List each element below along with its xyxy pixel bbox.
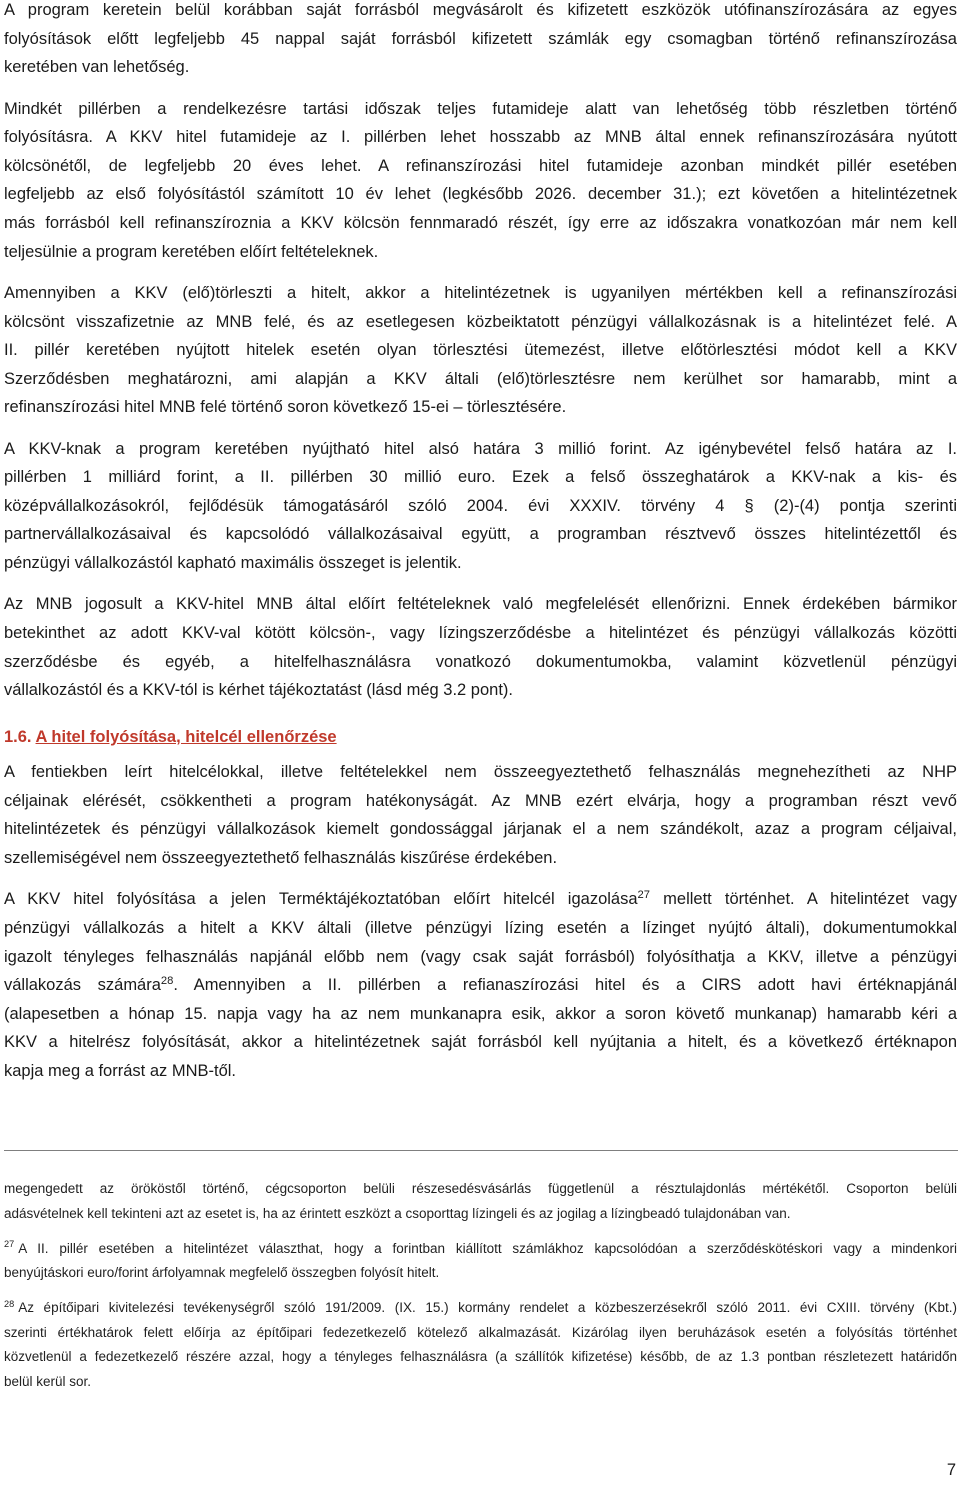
- paragraph: [4, 590, 957, 704]
- footnote-line: közvetlenül a fedezetkezelő részére azzal, hogy a tényleges felhasználásra (a szállítók kifizetése) később, de az 1.3 pontban részletezett határidőn: [4, 1349, 957, 1364]
- text-line: II. pillér keretében nyújtott hitelek esetén olyan törlesztési ütemezést, illetve előtörlesztési módot kell a KKV: [4, 341, 957, 360]
- paragraph: [4, 95, 957, 267]
- text-line: kölcsönt visszafizetnie az MNB felé, és az esetlegesen közbeiktatott pénzügyi vállalkozásnak is a hitelintézet felé. A: [4, 312, 957, 331]
- text-line: betekinthet az adott KKV-val kötött kölcsön-, vagy lízingszerződésbe a hitelintézet és pénzügyi vállalkozás közötti: [4, 624, 957, 643]
- text-line: kölcsönétől, de legfeljebb 20 éves lehet. A refinanszírozási hitel futamideje azonban mindkét pillér esetében: [4, 156, 957, 175]
- text-line: Mindkét pillérben a rendelkezésre tartási időszak teljes futamideje alatt van lehetőség több részletben történő: [4, 99, 957, 118]
- footnote-line: [4, 1237, 957, 1262]
- text-segment: vállakozás számára: [4, 976, 161, 995]
- footnote-text: A II. pillér esetében a hitelintézet választhat, hogy a forintban kiállított számlákhoz kapcsolódóan a szerződéskötéskori vagy a mindenkori: [18, 1240, 957, 1256]
- text-line: partnervállalkozásaival és kapcsolódó vállalkozásaival együtt, a programban résztvevő összes hitelintézettől és: [4, 525, 957, 544]
- text-line: folyósítások előtt legfeljebb 45 nappal saját forrásból kifizetett számlák egy csomagban történő refinanszírozása: [4, 29, 957, 48]
- text-line: [4, 885, 957, 914]
- text-line: A program keretein belül korábban saját forrásból megvásárolt és kifizetett eszközök utófinanszírozására az egyes: [4, 1, 957, 19]
- footnote-line: adásvételnek kell tekinteni azt az esetet is, ha az érintett eszközt a csoporttag lízingeli és az jogilag a lízingbeadó tulajdonában van.: [4, 1205, 791, 1221]
- footnotes: [4, 1177, 957, 1405]
- text-line: pénzügyi vállalkozás a hitelt a KKV általi (illetve pénzügyi lízing esetén a lízinget nyújtó általi), dokumentumokkal: [4, 919, 957, 937]
- text-line: [4, 971, 957, 1000]
- text-line: (alapesetben a hónap 15. napja vagy ha az nem munkanapra esik, akkor a soron követő munkanap) hamarabb kéri a: [4, 1004, 957, 1023]
- text-line: pillérben 1 milliárd forint, a II. pillérben 30 millió euro. Ezek a felső összeghatárok a KKV-nak a kis- és: [4, 468, 957, 487]
- text-segment: . Amennyiben a II. pillérben a refianaszírozási hitel és a CIRS adott havi értéknapjánál: [173, 976, 958, 995]
- footnote: [4, 1237, 957, 1286]
- footnote-line: [4, 1296, 957, 1321]
- footnote-line: szerinti értékhatárok felett előírja az építőipari fedezetkezelő kötelező alkalmazását. Kizárólag ilyen beruházások esetén a folyósítás történhet: [4, 1324, 957, 1340]
- section-number: 1.6.: [4, 727, 32, 746]
- footnote-number: 27: [4, 1239, 15, 1250]
- text-line: Amennyiben a KKV (elő)törleszti a hitelt, akkor a hitelintézetnek is ugyanilyen mértékben kell a refinanszírozási: [4, 283, 957, 302]
- text-line: teljesülnie a program keretében előírt feltételeknek.: [4, 242, 379, 261]
- footnote-line: benyújtáskori euro/forint árfolyamnak megfelelő összegben folyósít hitelt.: [4, 1265, 440, 1280]
- text-line: Az MNB jogosult a KKV-hitel MNB által előírt feltételeknek való megfelelését ellenőrizni. Ennek érdekében bármikor: [4, 595, 957, 614]
- text-line: KKV a hitelrész folyósítását, akkor a hitelintézetnek saját forrásból kell nyújtania a hitelt, és a következő értéknapon: [4, 1033, 957, 1052]
- text-line: A KKV-knak a program keretében nyújtható hitel alsó határa 3 millió forint. Az igénybevétel felső határa az I.: [4, 439, 957, 458]
- footnote-line: belül kerül sor.: [4, 1373, 92, 1389]
- text-line: pénzügyi vállalkozástól kapható maximális összeget is jelentik.: [4, 554, 462, 573]
- text-segment: A KKV hitel folyósítása a jelen Terméktájékoztatóban előírt hitelcél igazolása: [4, 890, 638, 909]
- section-title: A hitel folyósítása, hitelcél ellenőrzése: [35, 727, 337, 746]
- paragraph: [4, 885, 957, 1085]
- text-line: folyósításra. A KKV hitel futamideje az I. pillérben lehet hosszabb az MNB által ennek refinanszírozására nyútott: [4, 128, 957, 147]
- footnote-line: megengedett az örököstől történő, cégcsoporton belüli részesedésvásárlás függetlenül a résztulajdonlás mértékétől. Csoporton belüli: [4, 1181, 957, 1196]
- text-line: szellemiségével nem összeegyeztethető felhasználás kiszűrése érdekében.: [4, 849, 558, 868]
- footnote: [4, 1296, 957, 1394]
- paragraph: [4, 0, 957, 82]
- text-line: más forrásból kell refinanszíroznia a KKV kölcsön fennmaradó részét, így erre az időszakra vonatkozóan már nem kell: [4, 213, 957, 232]
- page-content: [4, 0, 957, 1098]
- paragraph: [4, 758, 957, 872]
- footnote-separator: [4, 1150, 958, 1151]
- paragraph: [4, 435, 957, 578]
- section-heading: [4, 723, 957, 752]
- text-line: középvállalkozásokról, fejlődésük támogatásáról szóló 2004. évi XXXIV. törvény 4 § (2)-(4) pontja szerinti: [4, 496, 957, 515]
- text-line: igazolt tényleges felhasználás napjánál előbb nem (vagy csak saját forrásból) folyósíthatja a KKV, illetve a pénzügyi: [4, 947, 957, 966]
- footnote-ref-marker: 28: [160, 975, 174, 988]
- text-line: refinanszírozási hitel MNB felé történő soron következő 15-ei – törlesztésére.: [4, 398, 567, 417]
- text-line: hitelintézetek és pénzügyi vállalkozások kiemelt gondossággal járjanak el a nem szándékolt, azaz a program céljaival,: [4, 820, 957, 839]
- footnote-ref-marker: 27: [637, 889, 651, 902]
- text-line: legfeljebb az első folyósítástól számított 10 év lehet (legkésőbb 2026. december 31.); ezt követően a hitelintézetnek: [4, 185, 957, 204]
- page-number: 7: [946, 1461, 956, 1479]
- paragraph: [4, 279, 957, 422]
- footnote-text: Az építőipari kivitelezési tevékenységről szóló 191/2009. (IX. 15.) kormány rendelet a közbeszerzésekről szóló 2011. évi CXIII. törvény (Kbt.): [18, 1300, 957, 1315]
- text-line: A fentiekben leírt hitelcélokkal, illetve feltételekkel nem összeegyeztethető felhasználás megnehezítheti az NHP: [4, 763, 957, 782]
- footnote-continued: [4, 1177, 957, 1226]
- text-line: keretében van lehetőség.: [4, 58, 190, 77]
- footnote-number: 28: [4, 1298, 15, 1309]
- text-line: szerződésbe és egyéb, a hitelfelhasználásra vonatkozó dokumentumokba, valamint közvetlenül pénzügyi: [4, 652, 957, 671]
- text-line: Szerződésben meghatározni, ami alapján a KKV általi (elő)törlesztésre nem kerülhet sor hamarabb, mint a: [4, 369, 957, 388]
- text-line: kapja meg a forrást az MNB-től.: [4, 1061, 236, 1080]
- text-segment: mellett történhet. A hitelintézet vagy: [650, 890, 957, 909]
- text-line: céljainak elérését, csökkentheti a program hatékonyságát. Az MNB ezért elvárja, hogy a programban részt vevő: [4, 791, 957, 810]
- text-line: vállalkozástól és a KKV-tól is kérhet tájékoztatást (lásd még 3.2 pont).: [4, 681, 514, 700]
